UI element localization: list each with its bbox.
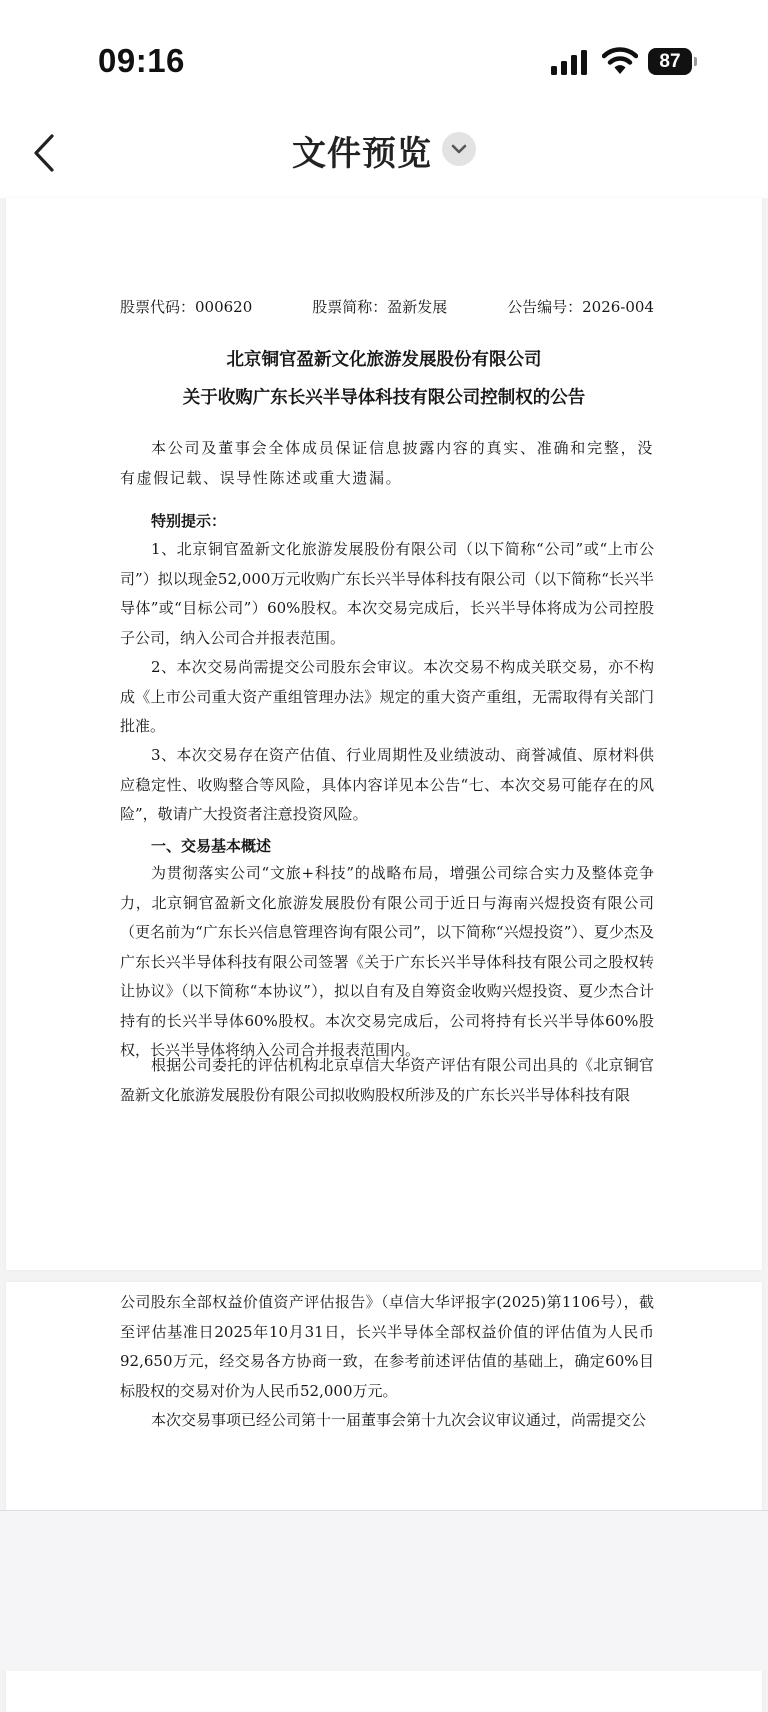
stock-abbreviation: 股票简称：盈新发展 bbox=[312, 298, 448, 316]
page-2-paragraph-2: 本次交易事项已经公司第十一届董事会第十九次会议审议通过，尚需提交公 bbox=[151, 1411, 647, 1429]
announcement-number: 公告编号：2026-004 bbox=[507, 298, 654, 316]
special-notice-item-2: 2、本次交易尚需提交公司股东会审议。本次交易不构成关联交易，亦不构成《上市公司重大资产重组管理办法》规定的重大资产重组，无需取得有关部门批准。 bbox=[120, 658, 654, 735]
cellular-signal-icon bbox=[551, 50, 589, 75]
bottom-toolbar-area bbox=[0, 1510, 768, 1671]
battery-icon bbox=[648, 48, 698, 75]
announcement-header bbox=[120, 296, 654, 317]
section-1-paragraph-2: 根据公司委托的评估机构北京卓信大华资产评估有限公司出具的《北京铜官盈新文化旅游发展股份有限公司拟收购股权所涉及的广东长兴半导体科技有限 bbox=[120, 1056, 654, 1104]
nav-bar bbox=[0, 110, 768, 198]
status-bar bbox=[0, 0, 768, 110]
board-declaration: 本公司及董事会全体成员保证信息披露内容的真实、准确和完整，没有虚假记载、误导性陈述或重大遗漏。 bbox=[120, 439, 654, 487]
document-title-line-1: 北京铜官盈新文化旅游发展股份有限公司 bbox=[226, 350, 542, 370]
stock-code: 股票代码：000620 bbox=[120, 298, 253, 316]
page-2-paragraph-1: 公司股东全部权益价值资产评估报告》（卓信大华评报字(2025)第1106号），截至评估基准日2025年10月31日，长兴半导体全部权益价值的评估值为人民币92,650万元，经交易各方协商一致，在参考前述评估值的基础上，确定60%目标股权的交易对价为人民币52,000万元。 bbox=[120, 1293, 654, 1400]
title-dropdown-button[interactable] bbox=[442, 132, 476, 166]
special-notice-item-3: 3、本次交易存在资产估值、行业周期性及业绩波动、商誉减值、原材料供应稳定性、收购整合等风险，具体内容详见本公告“七、本次交易可能存在的风险”，敬请广大投资者注意投资风险。 bbox=[120, 746, 654, 823]
status-time: 09:16 bbox=[98, 42, 185, 79]
special-notice-item-1: 1、北京铜官盈新文化旅游发展股份有限公司（以下简称“公司”或“上市公司”）拟以现金52,000万元收购广东长兴半导体科技有限公司（以下简称“长兴半导体”或“目标公司”）60%股权。本次交易完成后，长兴半导体将成为公司控股子公司，纳入公司合并报表范围。 bbox=[120, 540, 654, 647]
wifi-icon bbox=[602, 46, 638, 76]
section-1-paragraph-1: 为贯彻落实公司“文旅+科技”的战略布局，增强公司综合实力及整体竞争力，北京铜官盈新文化旅游发展股份有限公司于近日与海南兴煜投资有限公司（更名前为“广东长兴信息管理咨询有限公司”，以下简称“兴煜投资”）、夏少杰及广东长兴半导体科技有限公司签署《关于广东长兴半导体科技有限公司之股权转让协议》（以下简称“本协议”），拟以自有及自筹资金收购兴煜投资、夏少杰合计持有的长兴半导体60%股权。本次交易完成后，公司将持有长兴半导体60%股权，长兴半导体将纳入公司合并报表范围内。 bbox=[120, 864, 654, 1059]
chevron-down-icon bbox=[442, 132, 476, 166]
special-notice-heading: 特别提示： bbox=[151, 512, 227, 530]
back-chevron-icon[interactable] bbox=[26, 128, 66, 178]
page-title: 文件预览 bbox=[292, 134, 432, 174]
document-title-line-2: 关于收购广东长兴半导体科技有限公司控制权的公告 bbox=[182, 388, 586, 408]
section-1-heading: 一、交易基本概述 bbox=[151, 837, 272, 855]
battery-level: 87 bbox=[648, 48, 692, 75]
document-page-1[interactable] bbox=[6, 198, 762, 1270]
